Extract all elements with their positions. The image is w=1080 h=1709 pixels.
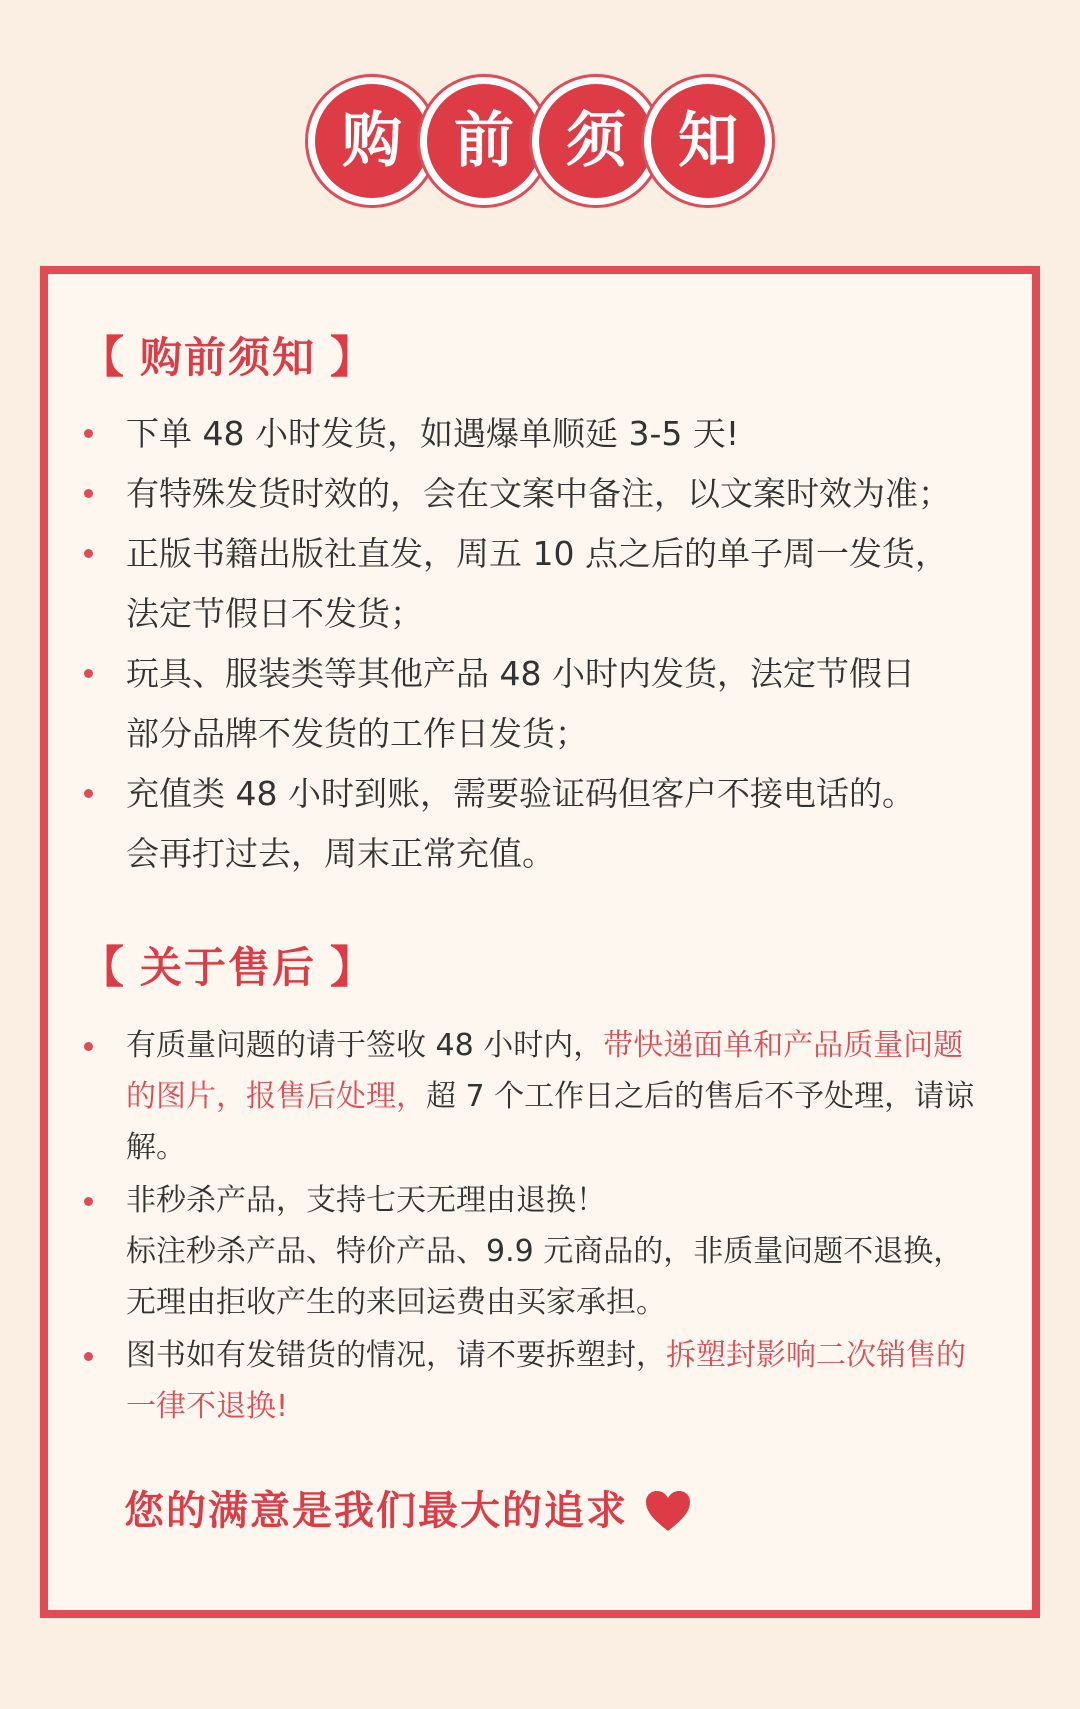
item-line: 充值类 48 小时到账，需要验证码但客户不接电话的。 xyxy=(126,774,915,813)
bracket-close: 】 xyxy=(330,942,377,993)
item-line: 部分品牌不发货的工作日发货； xyxy=(126,714,588,753)
list-item xyxy=(84,1175,984,1328)
title-char: 知 xyxy=(651,84,765,198)
list-item xyxy=(84,524,1014,644)
list-item xyxy=(84,1330,984,1432)
bracket-open: 【 xyxy=(80,942,126,993)
header-title xyxy=(0,74,1080,208)
item-text: 超 7 个工作日之后的售后不予处理，请谅解。 xyxy=(126,1079,975,1165)
item-line: 法定节假日不发货； xyxy=(126,594,423,633)
title-char: 购 xyxy=(315,84,429,198)
bullet-dot xyxy=(84,1197,93,1206)
heart-icon xyxy=(644,1489,692,1533)
section-title-purchase xyxy=(80,332,377,383)
closing-text: 您的满意是我们最大的追求 xyxy=(124,1488,628,1534)
bullet-dot xyxy=(84,1352,93,1361)
section-title-aftersales xyxy=(80,942,377,993)
title-char: 须 xyxy=(539,84,653,198)
closing-slogan xyxy=(124,1489,692,1533)
list-item xyxy=(84,764,1014,884)
section-title-text: 购前须知 xyxy=(140,333,317,382)
title-char: 前 xyxy=(427,84,541,198)
bullet-dot xyxy=(84,489,93,498)
item-line: 会再打过去，周末正常充值。 xyxy=(126,834,555,873)
highlight-text: 拆塑封影响二次销售的一律不退换! xyxy=(126,1338,966,1424)
list-item xyxy=(84,464,1014,524)
bullet-dot xyxy=(84,549,93,558)
item-text: 图书如有发错货的情况，请不要拆塑封， xyxy=(126,1338,666,1373)
item-line: 标注秒杀产品、特价产品、9.9 元商品的，非质量问题不退换， xyxy=(126,1234,964,1269)
section-title-text: 关于售后 xyxy=(140,943,317,992)
highlight-text: 带快递面单和产品质量问题的图片，报售后处理， xyxy=(126,1028,964,1114)
item-text: 有质量问题的请于签收 48 小时内， xyxy=(126,1028,604,1063)
item-line: 正版书籍出版社直发，周五 10 点之后的单子周一发货， xyxy=(126,534,948,573)
bullet-dot xyxy=(84,669,93,678)
list-item xyxy=(84,1020,984,1173)
item-line: 玩具、服装类等其他产品 48 小时内发货，法定节假日 xyxy=(126,654,915,693)
bullet-dot xyxy=(84,429,93,438)
list-item xyxy=(84,644,1014,764)
purchase-notes-list xyxy=(84,404,1014,884)
bracket-close: 】 xyxy=(330,332,377,383)
bracket-open: 【 xyxy=(80,332,126,383)
bullet-dot xyxy=(84,789,93,798)
item-line: 无理由拒收产生的来回运费由买家承担。 xyxy=(126,1285,666,1320)
title-circle xyxy=(641,74,775,208)
item-text: 下单 48 小时发货，如遇爆单顺延 3-5 天! xyxy=(126,414,740,453)
item-line: 非秒杀产品，支持七天无理由退换！ xyxy=(126,1183,606,1218)
item-text: 有特殊发货时效的，会在文案中备注，以文案时效为准； xyxy=(126,474,951,513)
aftersales-list xyxy=(84,1020,984,1432)
bullet-dot xyxy=(84,1042,93,1051)
list-item xyxy=(84,404,1014,464)
